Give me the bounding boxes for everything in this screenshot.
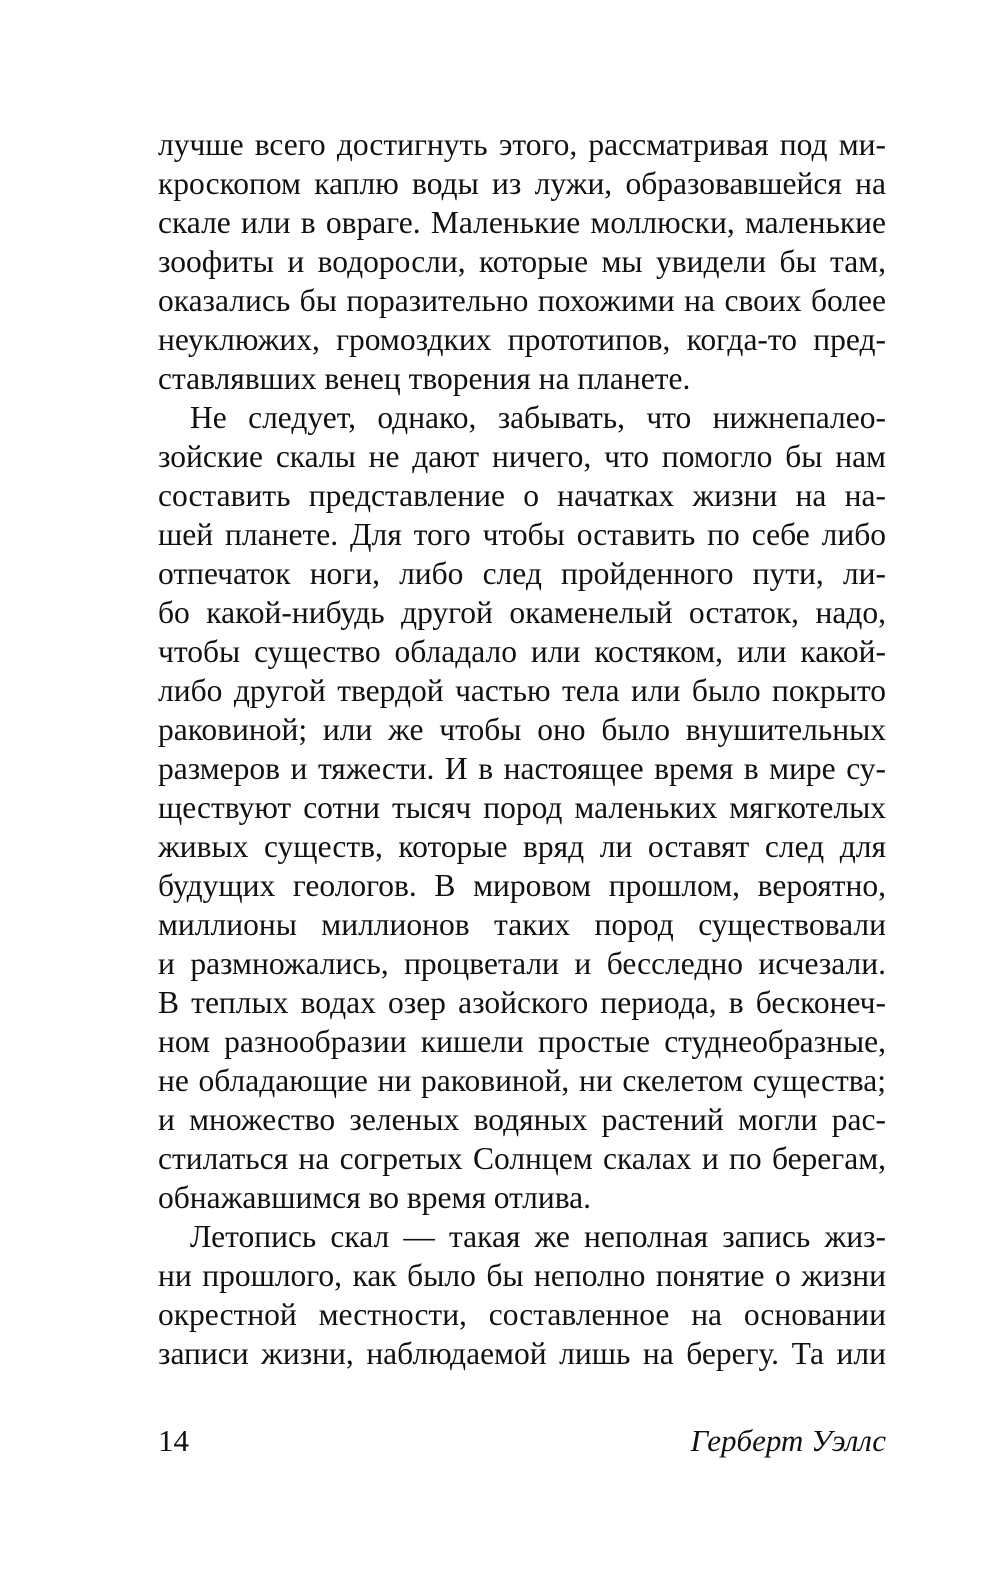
page-number: 14 xyxy=(158,1423,189,1458)
text-line: раковиной; или же чтобы оно было внушительных xyxy=(158,712,886,747)
text-line: кроскопом каплю воды из лужи, образовавшейся на xyxy=(158,166,886,201)
text-line: либо другой твердой частью тела или было покрыто xyxy=(158,673,886,708)
text-line: записи жизни, наблюдаемой лишь на берегу. Та или xyxy=(158,1336,886,1371)
text-line: Летопись скал — такая же неполная запись жиз- xyxy=(190,1219,886,1254)
paragraph xyxy=(158,125,886,398)
text-line: В теплых водах озер азойского периода, в бесконеч- xyxy=(158,985,886,1020)
text-line: чтобы существо обладало или костяком, или какой- xyxy=(158,634,886,669)
text-line: окрестной местности, составленное на основании xyxy=(158,1297,886,1332)
body-text xyxy=(158,125,886,1373)
text-line: лучше всего достигнуть этого, рассматривая под ми- xyxy=(158,127,886,162)
text-line: оказались бы поразительно похожими на своих более xyxy=(158,283,886,318)
text-line: ном разнообразии кишели простые студнеобразные, xyxy=(158,1024,886,1059)
text-line: миллионы миллионов таких пород существовали xyxy=(158,907,886,942)
text-line: шей планете. Для того чтобы оставить по себе либо xyxy=(158,517,886,552)
running-footer-author: Герберт Уэллс xyxy=(690,1423,886,1458)
paragraph xyxy=(158,1217,886,1373)
text-line: и размножались, процветали и бесследно исчезали. xyxy=(158,946,886,981)
text-line: размеров и тяжести. И в настоящее время в мире су- xyxy=(158,751,886,786)
text-line: неуклюжих, громоздких прототипов, когда-то пред- xyxy=(158,322,886,357)
text-line: будущих геологов. В мировом прошлом, вероятно, xyxy=(158,868,886,903)
text-line: и множество зеленых водяных растений могли рас- xyxy=(158,1102,886,1137)
text-line: бо какой-нибудь другой окаменелый остаток, надо, xyxy=(158,595,886,630)
text-line: зоофиты и водоросли, которые мы увидели бы там, xyxy=(158,244,886,279)
text-line: обнажавшимся во время отлива. xyxy=(158,1180,592,1215)
text-line: не обладающие ни раковиной, ни скелетом существа; xyxy=(158,1063,886,1098)
text-line: живых существ, которые вряд ли оставят след для xyxy=(158,829,886,864)
text-line: стилаться на согретых Солнцем скалах и по берегам, xyxy=(158,1141,886,1176)
text-line: ществуют сотни тысяч пород маленьких мягкотелых xyxy=(158,790,886,825)
text-line: отпечаток ноги, либо след пройденного пути, ли- xyxy=(158,556,886,591)
text-line: ставлявших венец творения на планете. xyxy=(158,361,691,396)
paragraph xyxy=(158,398,886,1217)
text-line: скале или в овраге. Маленькие моллюски, маленькие xyxy=(158,205,886,240)
text-line: ни прошлого, как было бы неполно понятие о жизни xyxy=(158,1258,886,1293)
text-line: составить представление о начатках жизни на на- xyxy=(158,478,886,513)
text-line: зойские скалы не дают ничего, что помогло бы нам xyxy=(158,439,886,474)
text-line: Не следует, однако, забывать, что нижнепалео- xyxy=(190,400,886,435)
